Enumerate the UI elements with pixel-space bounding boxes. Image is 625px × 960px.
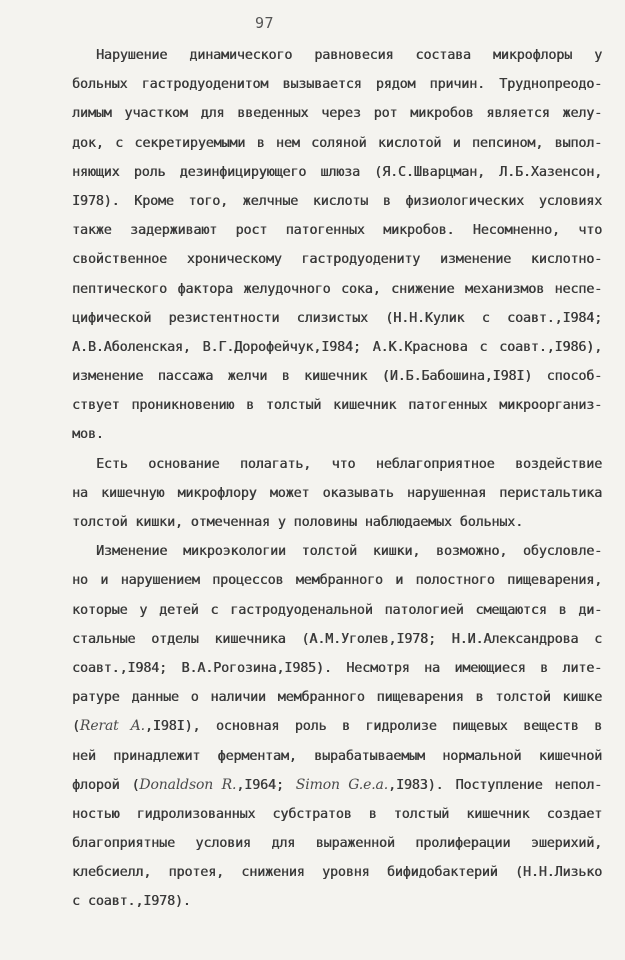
- text-line: Изменение микроэкологии толстой кишки, возможно, обусловле-: [96, 544, 602, 560]
- text-line: ностью гидролизованных субстратов в толстый кишечник создает: [72, 806, 602, 822]
- text-line: I978). Кроме того, желчные кислоты в физиологических условиях: [72, 193, 602, 209]
- text-fragment: (: [72, 719, 80, 735]
- text-line: соавт.,I984; В.А.Рогозина,I985). Несмотря на имеющиеся в лите-: [72, 660, 602, 676]
- text-line: док, с секретируемыми в нем соляной кислотой и пепсином, выпол-: [72, 135, 602, 151]
- text-fragment: ,I983). Поступление непол-: [388, 777, 602, 793]
- text-line: ствует проникновению в толстый кишечник патогенных микроорганиз-: [72, 398, 602, 414]
- text-line: пептического фактора желудочного сока, снижение механизмов неспе-: [72, 281, 602, 297]
- text-line: стальные отделы кишечника (А.М.Уголев,I978; Н.И.Александрова с: [72, 631, 602, 647]
- text-line: которые у детей с гастродуоденальной патологией смещаются в ди-: [72, 602, 602, 618]
- text-line: на кишечную микрофлору может оказывать нарушенная перистальтика: [72, 485, 602, 501]
- text-line: больных гастродуоденитом вызывается рядом причин. Труднопреодо-: [72, 77, 602, 93]
- text-line: цифической резистентности слизистых (Н.Н.Кулик с соавт.,I984;: [72, 310, 602, 326]
- text-line: клебсиелл, протея, снижения уровня бифидобактерий (Н.Н.Лизько: [72, 865, 602, 881]
- text-line: с соавт.,I978).: [72, 894, 191, 910]
- handwritten-author: Simon G.e.a.: [295, 776, 389, 793]
- text-line: благоприятные условия для выраженной пролиферации эшерихий,: [72, 836, 602, 852]
- text-line: ратуре данные о наличии мембранного пищеварения в толстой кишке: [72, 690, 602, 706]
- text-line: свойственное хроническому гастродуодениту изменение кислотно-: [72, 252, 602, 268]
- text-line: ней принадлежит ферментам, вырабатываемым нормальной кишечной: [72, 748, 602, 764]
- text-fragment: ,I98I), основная роль в гидролизе пищевых веществ в: [144, 719, 602, 735]
- text-fragment: флорой (: [72, 777, 140, 793]
- text-line: лимым участком для введенных через рот микробов является желу-: [72, 106, 602, 122]
- handwritten-author: Rerat A.: [79, 718, 145, 735]
- page-number: 97: [255, 14, 275, 32]
- text-line: также задерживают рост патогенных микробов. Несомненно, что: [72, 223, 602, 239]
- text-line: изменение пассажа желчи в кишечник (И.Б.Бабошина,I98I) способ-: [72, 369, 602, 385]
- text-line: но и нарушением процессов мембранного и полостного пищеварения,: [72, 573, 602, 589]
- text-line: Нарушение динамического равновесия состава микрофлоры у: [96, 48, 602, 63]
- text-line: А.В.Аболенская, В.Г.Дорофейчук,I984; А.К.Краснова с соавт.,I986),: [72, 339, 602, 355]
- text-line: Есть основание полагать, что неблагоприятное воздействие: [96, 456, 602, 472]
- text-fragment: ,I964;: [236, 777, 296, 793]
- text-line: мов.: [72, 427, 104, 443]
- text-line-with-handwritten-citation: [72, 712, 602, 741]
- text-line-with-handwritten-citation: [72, 771, 602, 800]
- handwritten-author: Donaldson R.: [139, 776, 237, 793]
- body-text: [72, 41, 602, 917]
- text-line: толстой кишки, отмеченная у половины наблюдаемых больных.: [72, 515, 523, 530]
- text-line: няющих роль дезинфицирующего шлюза (Я.С.Шварцман, Л.Б.Хазенсон,: [72, 164, 602, 180]
